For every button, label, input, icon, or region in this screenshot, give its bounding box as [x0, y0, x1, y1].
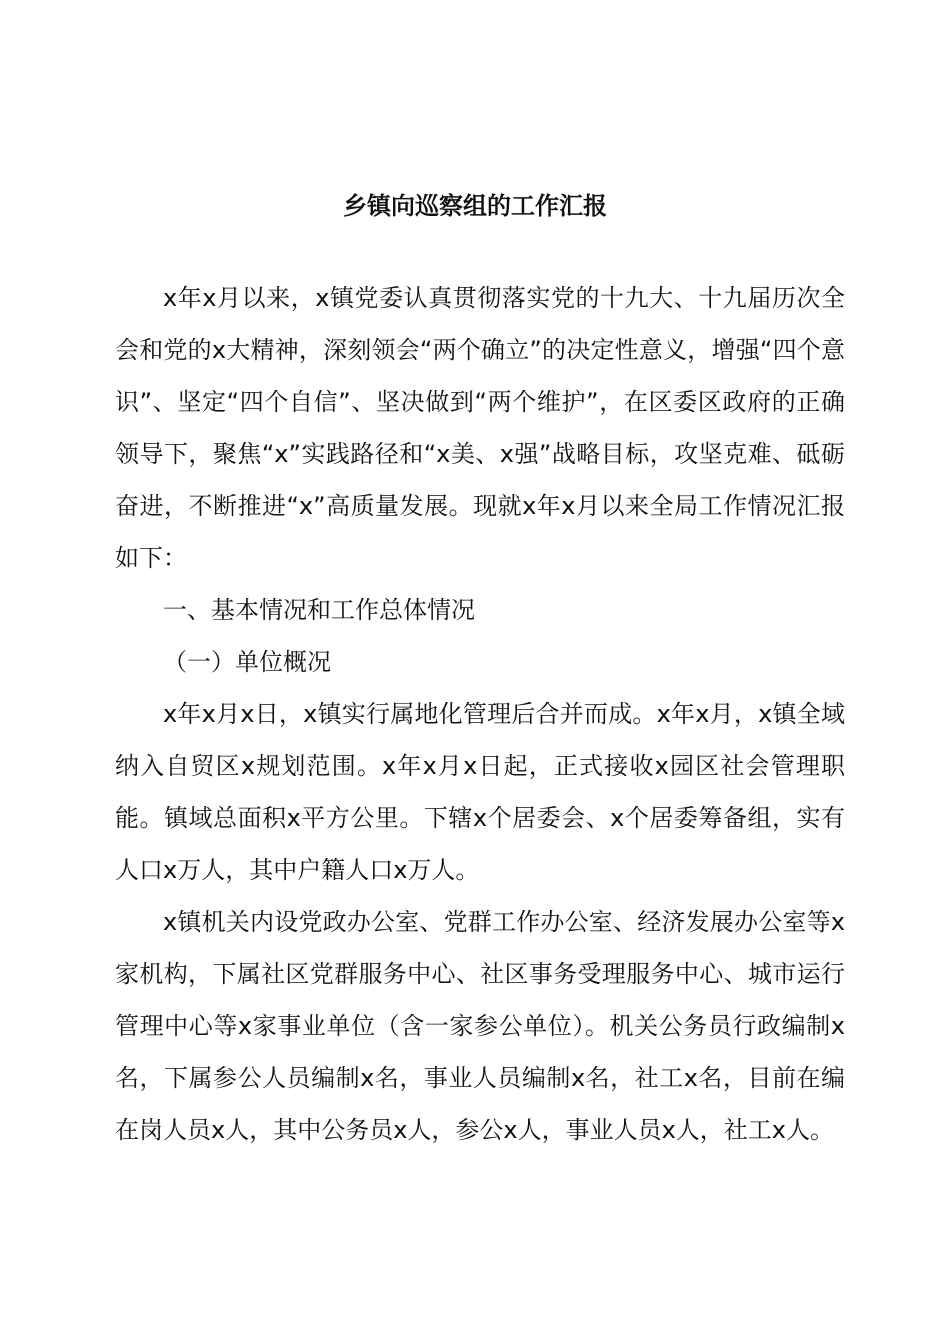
intro-paragraph: x年x月以来，x镇党委认真贯彻落实党的十九大、十九届历次全会和党的x大精神，深刻领会“两个确立”的决定性意义，增强“四个意识”、坚定“四个自信”、坚决做到“两个维护”，在区委区政府的正确领导下，聚焦“x”实践路径和“x美、x强”战略目标，攻坚克难、砥砺奋进，不断推进“x”高质量发展。现就x年x月以来全局工作情况汇报如下： — [115, 284, 845, 572]
subsection-heading: （一）单位概况 — [163, 648, 331, 676]
document-body — [115, 272, 845, 1156]
document-title: 乡镇向巡察组的工作汇报 — [343, 192, 607, 220]
section-heading: 一、基本情况和工作总体情况 — [163, 596, 475, 624]
unit-overview-paragraph: x年x月x日，x镇实行属地化管理后合并而成。x年x月，x镇全域纳入自贸区x规划范围。x年x月x日起，正式接收x园区社会管理职能。镇域总面积x平方公里。下辖x个居委会、x个居委筹备组，实有人口x万人，其中户籍人口x万人。 — [115, 700, 845, 884]
staffing-paragraph: x镇机关内设党政办公室、党群工作办公室、经济发展办公室等x家机构，下属社区党群服务中心、社区事务受理服务中心、城市运行管理中心等x家事业单位（含一家参公单位）。机关公务员行政编制x名，下属参公人员编制x名，事业人员编制x名，社工x名，目前在编在岗人员x人，其中公务员x人，参公x人，事业人员x人，社工x人。 — [115, 908, 845, 1144]
